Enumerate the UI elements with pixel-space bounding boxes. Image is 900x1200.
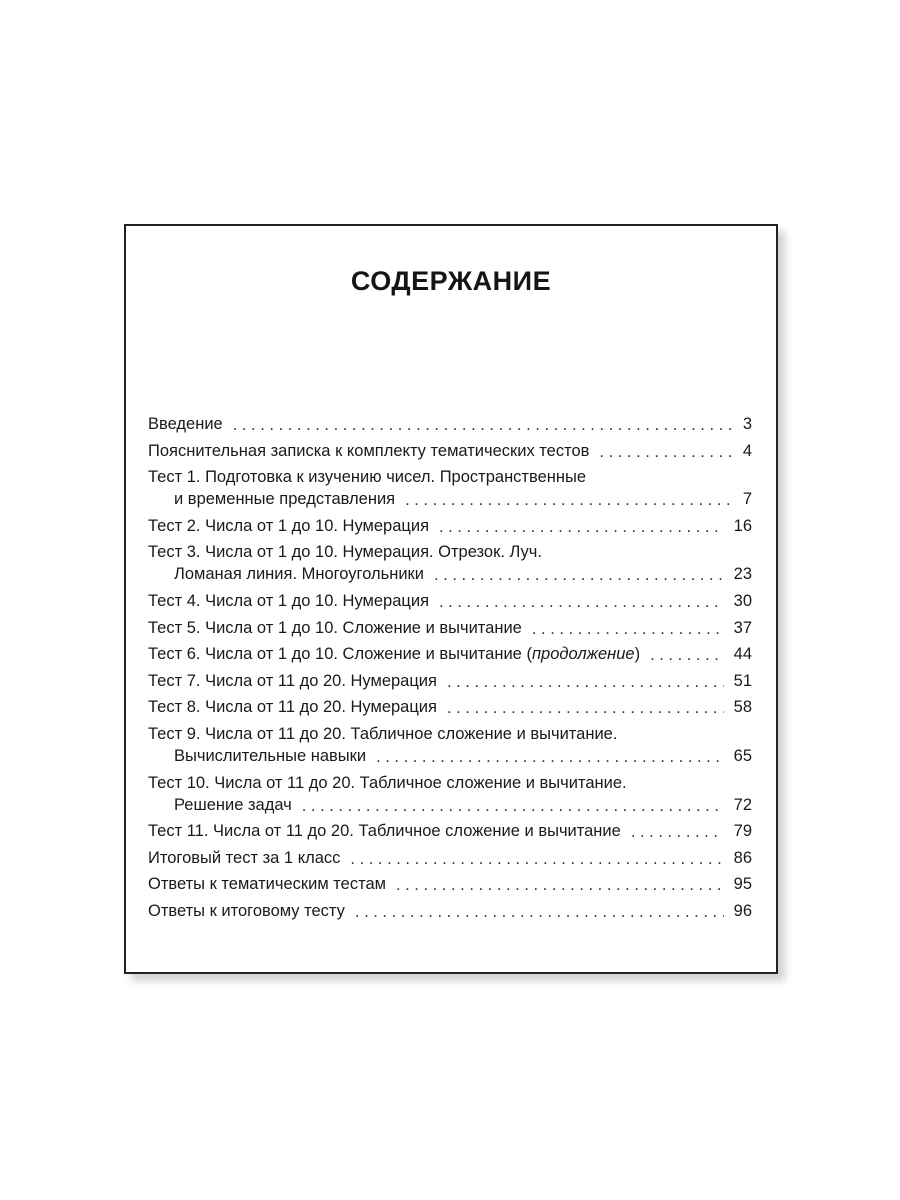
toc-page-number: 37 (733, 618, 752, 637)
dot-leader (434, 564, 724, 586)
toc-entry-line (148, 820, 752, 842)
toc-entry-italic: продолжение (531, 645, 635, 664)
toc-page-number: 44 (733, 645, 752, 664)
toc-entry-line (148, 617, 752, 639)
toc-entry-title: Тест 7. Числа от 11 до 20. Нумерация (148, 671, 437, 690)
toc-page-number: 86 (733, 848, 752, 867)
toc-entry (148, 696, 752, 718)
toc-entry (148, 440, 752, 462)
dot-leader (599, 441, 732, 463)
contents-page (124, 224, 778, 974)
toc-page-number: 79 (733, 822, 752, 841)
toc-entry (148, 515, 752, 537)
toc-entry-title: Тест 11. Числа от 11 до 20. Табличное сложение и вычитание (148, 822, 621, 841)
toc-entry-title: Тест 10. Числа от 11 до 20. Табличное сложение и вычитание. (148, 773, 627, 792)
toc-entry (148, 723, 752, 767)
toc-page-number: 4 (742, 441, 752, 460)
toc-page-number: 95 (733, 875, 752, 894)
toc-entry-title: Тест 1. Подготовка к изучению чисел. Пространственные (148, 468, 586, 487)
dot-leader (350, 848, 723, 870)
dot-leader (376, 746, 724, 768)
toc-entry-line (148, 900, 752, 922)
toc-entry (148, 413, 752, 435)
toc-entry-title: Тест 2. Числа от 1 до 10. Нумерация (148, 516, 429, 535)
toc-entry-line (148, 541, 752, 563)
toc-entry-line (148, 515, 752, 537)
toc-entry (148, 643, 752, 665)
toc-entry-title: и временные представления (174, 490, 396, 509)
toc-entry-title: Тест 5. Числа от 1 до 10. Сложение и вычитание (148, 618, 522, 637)
dot-leader (532, 618, 724, 640)
toc-entry (148, 847, 752, 869)
toc-entry-title: Тест 6. Числа от 1 до 10. Сложение и вычитание ( (148, 645, 532, 664)
dot-leader (439, 591, 724, 613)
toc-entry (148, 873, 752, 895)
toc-entry (148, 900, 752, 922)
toc-page-number: 23 (733, 565, 752, 584)
page-title: СОДЕРЖАНИЕ (350, 266, 552, 296)
toc-entry-title: Пояснительная записка к комплекту тематических тестов (148, 441, 590, 460)
toc-entry (148, 541, 752, 585)
toc-entry-title: Введение (148, 415, 223, 433)
table-of-contents (148, 413, 752, 927)
toc-entry-title-suffix: ) (634, 645, 641, 664)
toc-entry-line (148, 873, 752, 895)
toc-entry-line (148, 563, 752, 585)
toc-entry-line (148, 590, 752, 612)
toc-entry-title: Тест 4. Числа от 1 до 10. Нумерация (148, 591, 429, 610)
toc-entry (148, 670, 752, 692)
toc-entry (148, 590, 752, 612)
toc-entry (148, 772, 752, 816)
toc-entry-line (148, 488, 752, 510)
dot-leader (302, 795, 724, 817)
toc-entry-title: Вычислительные навыки (174, 746, 367, 765)
dot-leader (233, 414, 733, 436)
toc-entry-title: Решение задач (174, 795, 292, 814)
dot-leader (405, 489, 733, 511)
toc-entry-line (148, 413, 752, 435)
dot-leader (650, 644, 724, 666)
toc-entry (148, 820, 752, 842)
toc-entry-title: Ломаная линия. Многоугольники (174, 565, 424, 584)
toc-entry-line (148, 440, 752, 462)
toc-page-number: 96 (733, 901, 752, 920)
toc-entry-title: Тест 9. Числа от 11 до 20. Табличное сложение и вычитание. (148, 724, 618, 743)
toc-page-number: 72 (733, 795, 752, 814)
toc-entry-title: Ответы к итоговому тесту (148, 901, 345, 920)
toc-page-number: 3 (742, 415, 752, 433)
toc-entry-title: Ответы к тематическим тестам (148, 875, 386, 894)
toc-entry-line (148, 643, 752, 665)
toc-entry-line (148, 794, 752, 816)
toc-page-number: 65 (733, 746, 752, 765)
toc-page-number: 7 (742, 490, 752, 509)
dot-leader (355, 901, 724, 923)
toc-entry-line (148, 670, 752, 692)
toc-entry-line (148, 696, 752, 718)
toc-entry (148, 466, 752, 510)
dot-leader (396, 874, 724, 896)
toc-entry (148, 617, 752, 639)
dot-leader (447, 671, 724, 693)
dot-leader (631, 821, 724, 843)
dot-leader (439, 516, 724, 538)
toc-page-number: 51 (733, 671, 752, 690)
toc-page-number: 16 (733, 516, 752, 535)
toc-entry-line (148, 847, 752, 869)
toc-entry-title: Тест 3. Числа от 1 до 10. Нумерация. Отрезок. Луч. (148, 543, 542, 562)
toc-entry-title: Тест 8. Числа от 11 до 20. Нумерация (148, 698, 437, 717)
toc-entry-line (148, 723, 752, 745)
toc-page-number: 30 (733, 591, 752, 610)
toc-entry-line (148, 772, 752, 794)
toc-entry-line (148, 745, 752, 767)
toc-page-number: 58 (733, 698, 752, 717)
dot-leader (447, 697, 724, 719)
toc-entry-title: Итоговый тест за 1 класс (148, 848, 341, 867)
toc-entry-line (148, 466, 752, 488)
